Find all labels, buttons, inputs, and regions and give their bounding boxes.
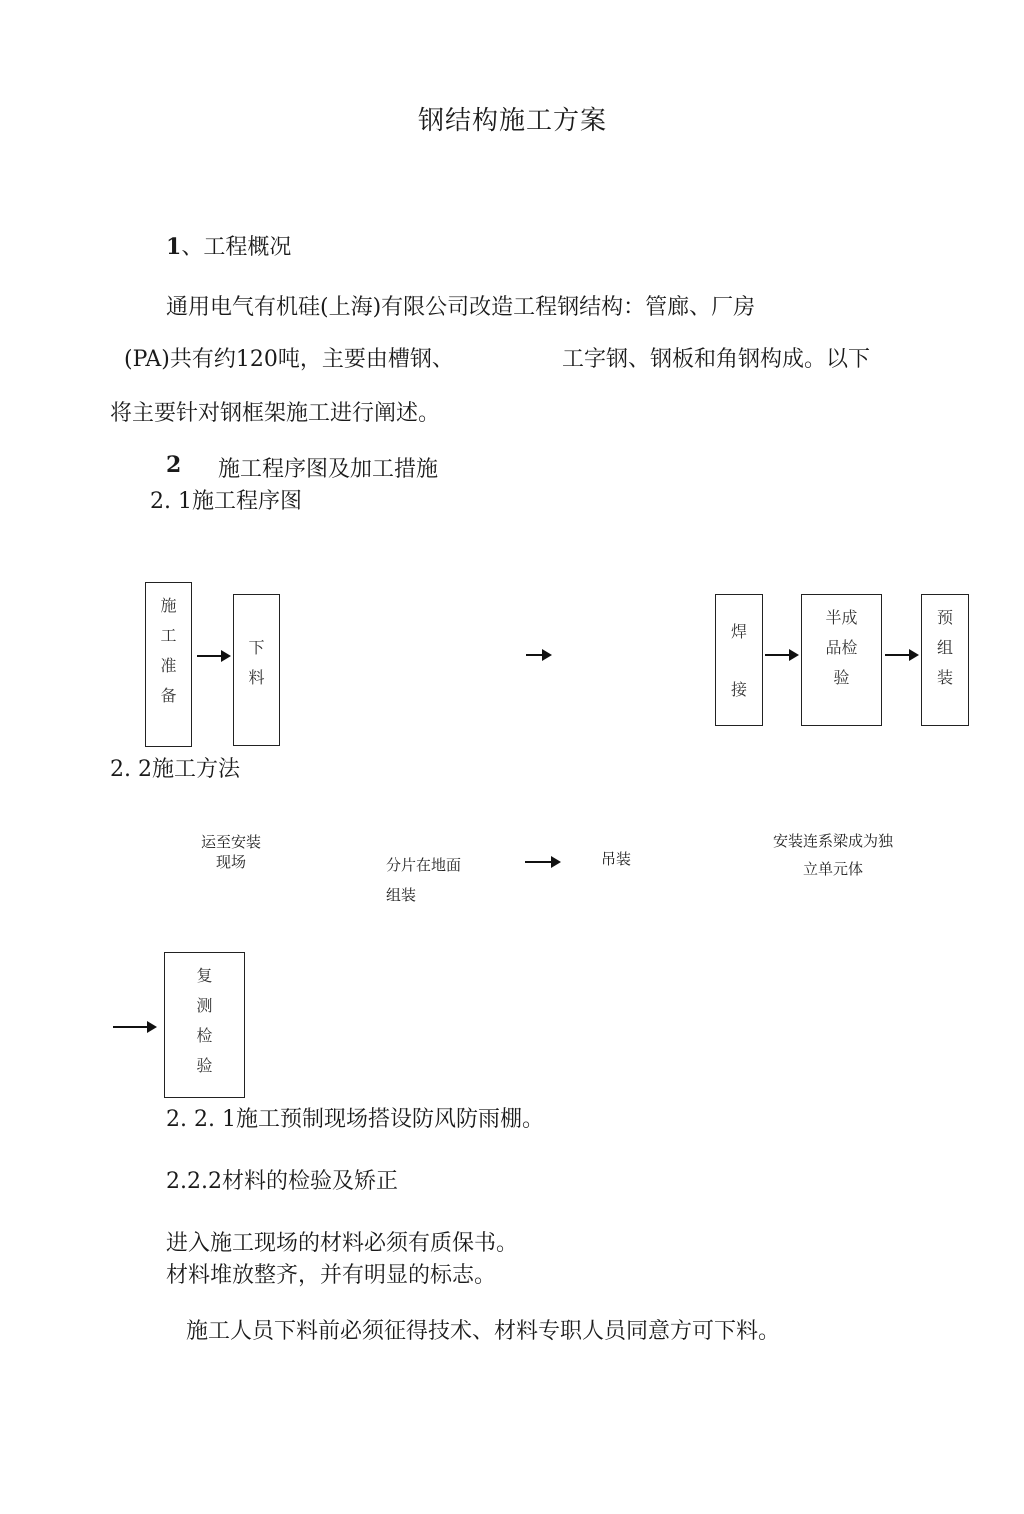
section-1-title: 、工程概况 bbox=[181, 235, 292, 260]
flow-box-welding bbox=[715, 594, 763, 726]
method-step-transport: 运至安装现场 bbox=[200, 833, 261, 871]
flow-box-welding-label: 焊接 bbox=[730, 622, 747, 699]
method-step-tie-beams: 安装连系梁成为独立单元体 bbox=[773, 832, 894, 878]
subsection-2-1: 2. 1施工程序图 bbox=[150, 489, 302, 514]
flow-box-recheck-label: 复测检验 bbox=[196, 966, 213, 1075]
method-step-hoisting: 吊装 bbox=[601, 850, 632, 868]
flow-arrow-4 bbox=[885, 654, 917, 656]
flow-box-cutting bbox=[233, 594, 280, 746]
flow-box-preparation bbox=[145, 582, 192, 747]
flow-arrow-3 bbox=[765, 654, 797, 656]
flow-box-pre-assembly bbox=[921, 594, 969, 726]
subsection-2-2-1: 2. 2. 1施工预制现场搭设防风防雨棚。 bbox=[166, 1107, 544, 1132]
flow-arrow-1 bbox=[197, 655, 229, 657]
flow-box-recheck bbox=[164, 952, 245, 1098]
section-2-title: 施工程序图及加工措施 bbox=[218, 457, 439, 482]
section-1-number: 1 bbox=[166, 234, 182, 260]
section-2-number: 2 bbox=[166, 452, 182, 478]
flow-box-semi-finished-inspection bbox=[801, 594, 882, 726]
subsection-2-2: 2. 2施工方法 bbox=[110, 757, 240, 782]
page-title: 钢结构施工方案 bbox=[418, 106, 608, 136]
flow-arrow-5 bbox=[525, 861, 559, 863]
overview-line-2a: (PA)共有约120吨，主要由槽钢、 bbox=[124, 347, 454, 372]
material-line-quality-cert: 进入施工现场的材料必须有质保书。 bbox=[166, 1231, 519, 1256]
flow-box-preparation-label: 施工准备 bbox=[160, 596, 177, 705]
flow-box-pre-assembly-label: 预组装 bbox=[936, 608, 953, 687]
method-step-ground-assembly: 分片在地面组装 bbox=[386, 856, 462, 904]
subsection-2-2-2: 2.2.2材料的检验及矫正 bbox=[166, 1169, 398, 1194]
material-line-stacking: 材料堆放整齐，并有明显的标志。 bbox=[166, 1263, 497, 1288]
overview-line-1: 通用电气有机硅(上海)有限公司改造工程钢结构：管廊、厂房 bbox=[166, 295, 756, 320]
overview-line-3: 将主要针对钢框架施工进行阐述。 bbox=[110, 401, 441, 426]
overview-line-2b: 工字钢、钢板和角钢构成。以下 bbox=[562, 347, 871, 372]
flow-box-inspection-label: 半成品检验 bbox=[825, 608, 858, 687]
flow-box-cutting-label: 下料 bbox=[248, 638, 265, 687]
flow-arrow-6 bbox=[113, 1026, 155, 1028]
material-line-approval: 施工人员下料前必须征得技术、材料专职人员同意方可下料。 bbox=[186, 1319, 781, 1344]
section-1-heading bbox=[166, 230, 291, 261]
flow-arrow-2 bbox=[526, 654, 550, 656]
